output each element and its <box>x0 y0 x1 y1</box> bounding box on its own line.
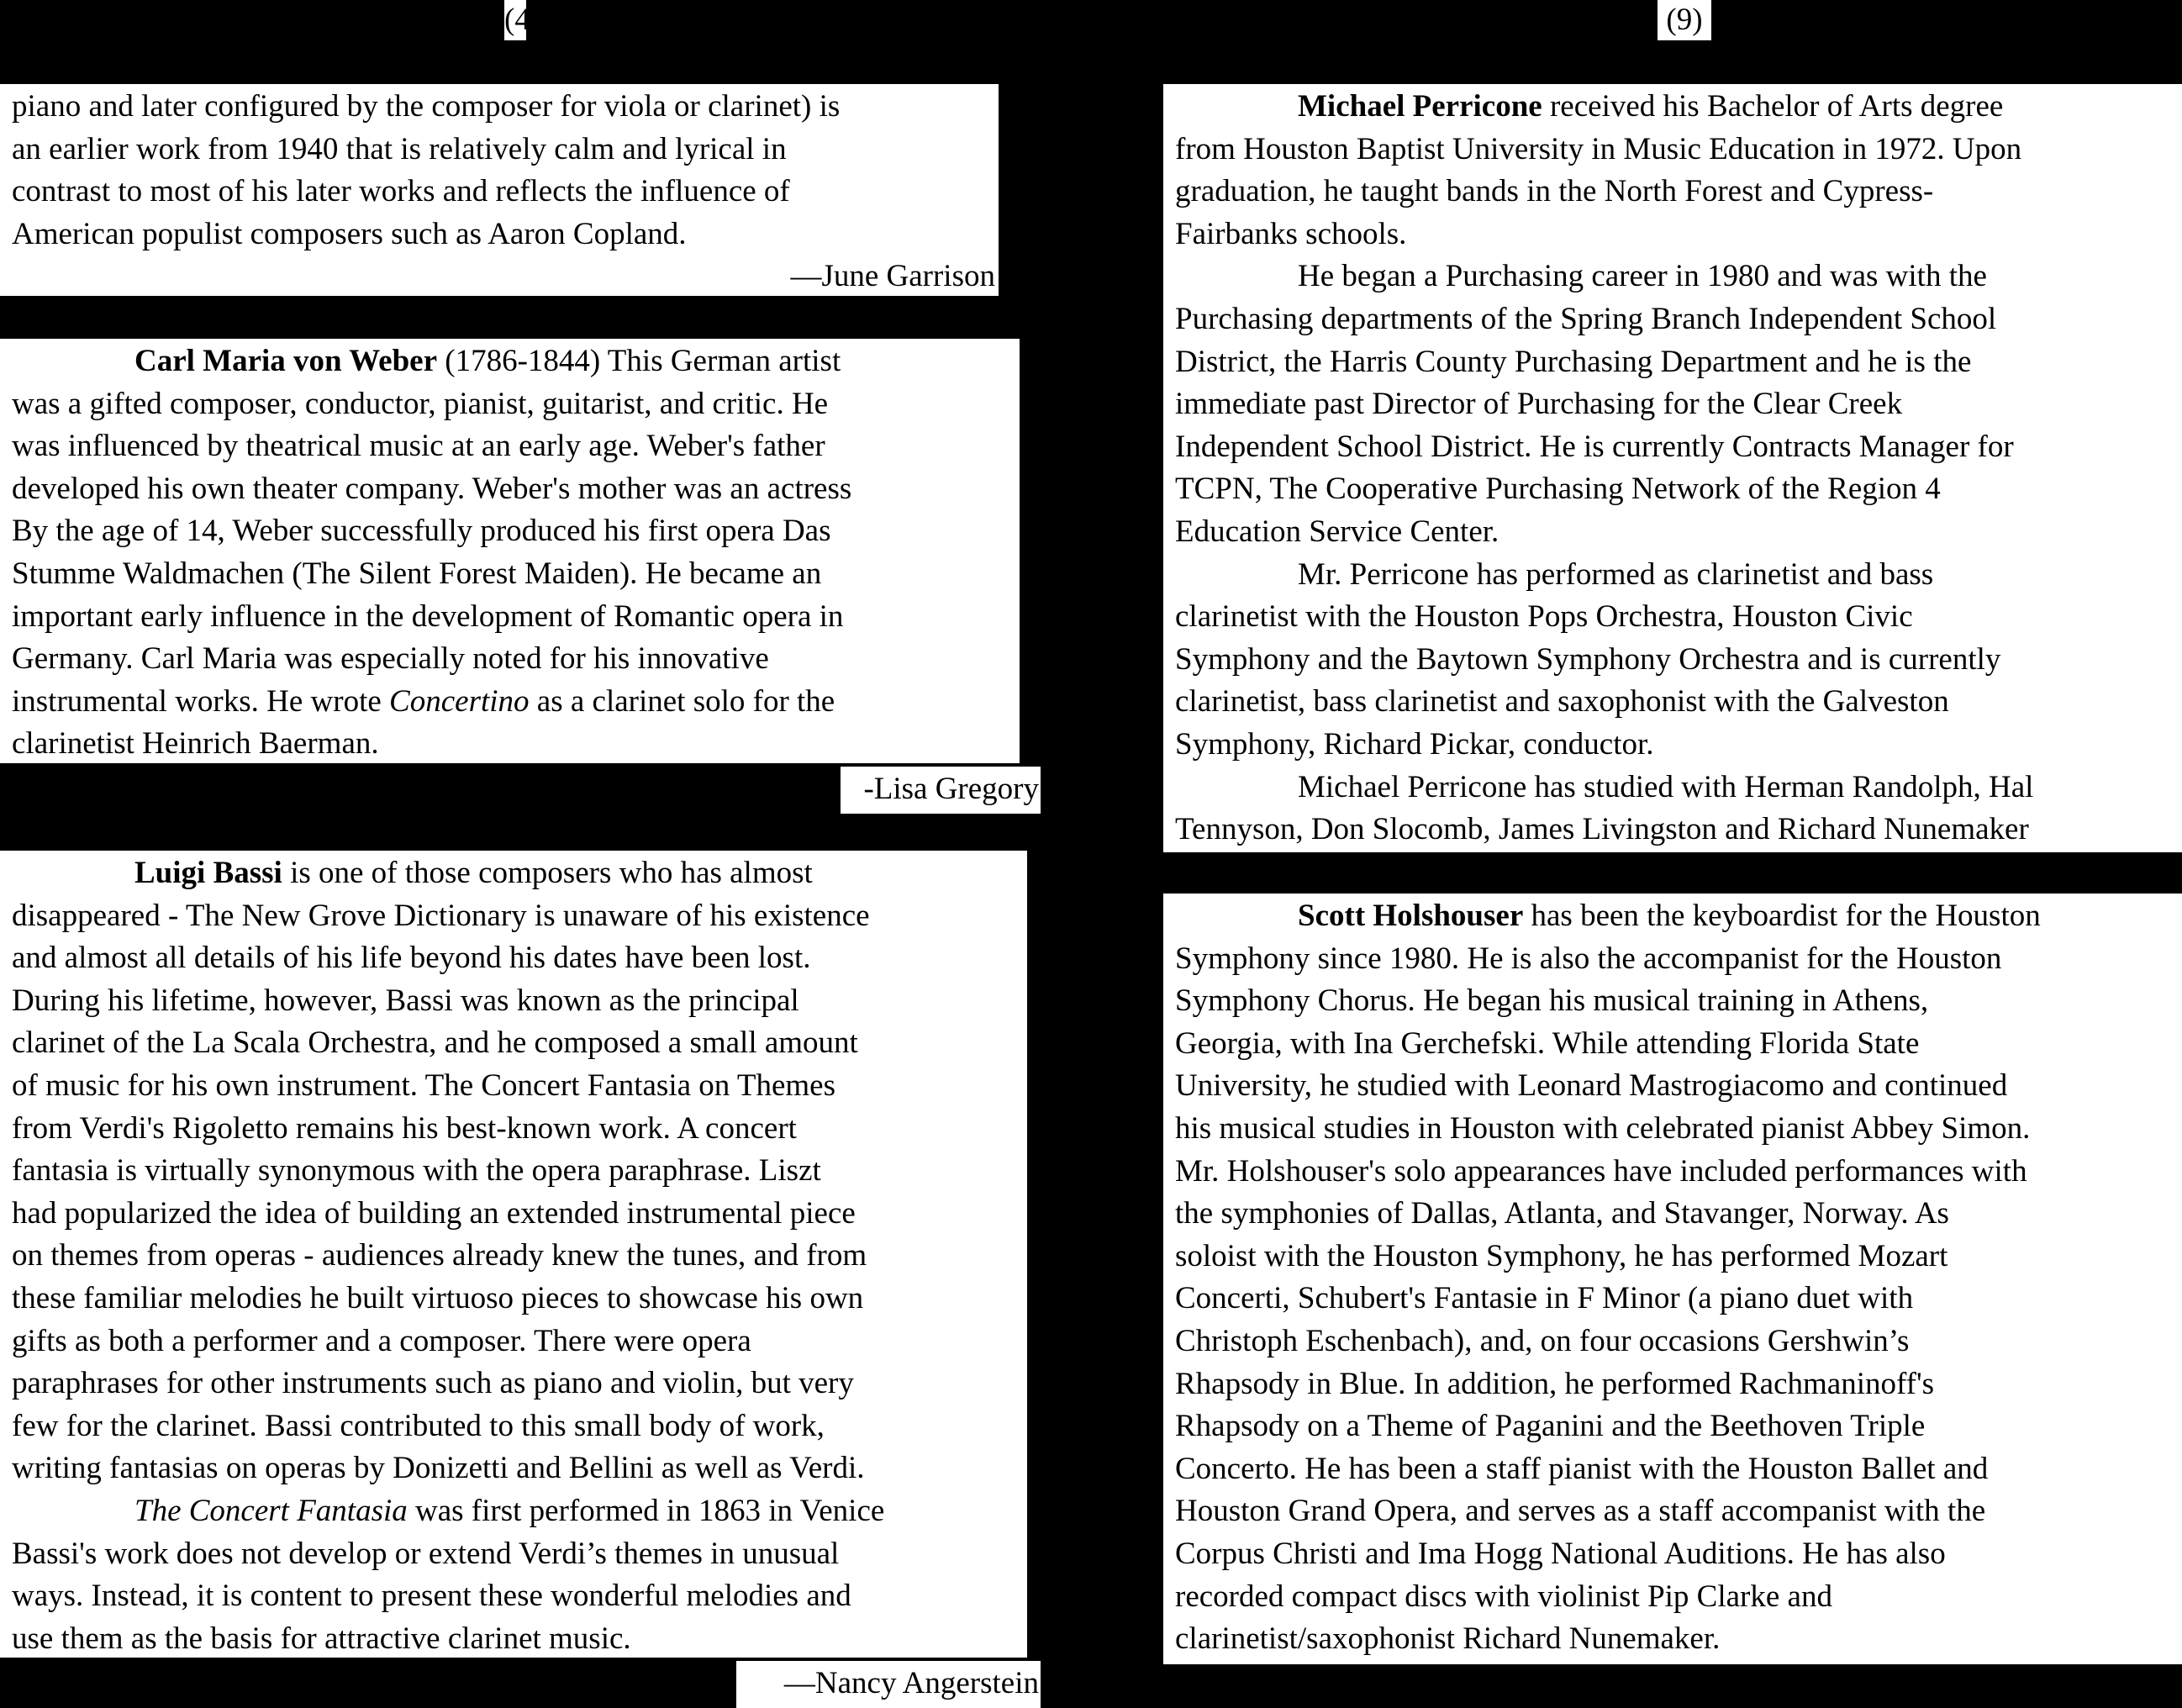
text-line <box>12 340 1020 383</box>
text-line: fantasia is virtually synonymous with the opera paraphrase. Liszt <box>12 1153 821 1189</box>
text-line: his musical studies in Houston with celebrated pianist Abbey Simon. <box>1175 1110 2031 1146</box>
text-line: clarinet of the La Scala Orchestra, and he composed a small amount <box>12 1025 858 1061</box>
text-line <box>1175 86 2182 129</box>
text-line: TCPN, The Cooperative Purchasing Network of the Region 4 <box>1175 472 1941 507</box>
text-line: from Houston Baptist University in Music Education in 1972. Upon <box>1175 131 2022 166</box>
text-fragment: has been the keyboardist for the Houston <box>1523 899 2041 933</box>
text-line: ways. Instead, it is content to present these wonderful melodies and <box>12 1579 851 1614</box>
text-line: Tennyson, Don Slocomb, James Livingston and Richard Nunemaker <box>1175 812 2029 847</box>
text-line: writing fantasias on operas by Donizetti and Bellini as well as Verdi. <box>12 1451 865 1486</box>
text-line: Corpus Christi and Ima Hogg National Auditions. He has also <box>1175 1536 1946 1571</box>
text-line: Rhapsody on a Theme of Paganini and the Beethoven Triple <box>1175 1409 1926 1444</box>
text-line: Bassi's work does not develop or extend Verdi’s themes in unusual <box>12 1536 840 1571</box>
text-line: Symphony, Richard Pickar, conductor. <box>1175 726 1654 762</box>
text-line: Symphony since 1980. He is also the accompanist for the Houston <box>1175 941 2002 976</box>
text-line: Symphony and the Baytown Symphony Orchestra and is currently <box>1175 641 2001 677</box>
text-fragment: as a clarinet solo for the <box>529 683 835 719</box>
text-line: disappeared - The New Grove Dictionary is unaware of his existence <box>12 898 870 933</box>
text-line: these familiar melodies he built virtuoso pieces to showcase his own <box>12 1280 864 1315</box>
text-line: was a gifted composer, conductor, pianist, guitarist, and critic. He <box>12 386 829 421</box>
text-line: an earlier work from 1940 that is relatively calm and lyrical in <box>12 131 787 166</box>
text-line: Stumme Waldmachen (The Silent Forest Maiden). He became an <box>12 556 822 591</box>
page-number-right: (9) <box>1658 0 1711 40</box>
text-line: piano and later configured by the composer for viola or clarinet) is <box>12 89 841 124</box>
text-line: Independent School District. He is currently Contracts Manager for <box>1175 429 2014 464</box>
text-line <box>12 681 1020 724</box>
text-line: graduation, he taught bands in the North Forest and Cypress- <box>1175 174 1934 209</box>
text-fragment: instrumental works. He wrote <box>12 683 390 719</box>
text-line: clarinetist Heinrich Baerman. <box>12 726 379 762</box>
text-line: Germany. Carl Maria was especially noted for his innovative <box>12 641 769 677</box>
text-line: gifts as both a performer and a composer. There were opera <box>12 1323 751 1358</box>
text-fragment: (1786-1844) This German artist <box>437 344 841 378</box>
text-line: use them as the basis for attractive clarinet music. <box>12 1621 631 1656</box>
text-line <box>1175 895 2182 938</box>
text-line: soloist with the Houston Symphony, he has performed Mozart <box>1175 1238 1948 1273</box>
text-line: from Verdi's Rigoletto remains his best-known work. A concert <box>12 1110 797 1146</box>
weber-paragraph <box>0 339 1020 763</box>
text-line: Concerti, Schubert's Fantasie in F Minor (a piano duet with <box>1175 1281 1914 1316</box>
composer-name-weber: Carl Maria von Weber <box>134 344 438 378</box>
text-line: Concerto. He has been a staff pianist with the Houston Ballet and <box>1175 1451 1989 1486</box>
text-line: immediate past Director of Purchasing for the Clear Creek <box>1175 387 1903 422</box>
text-line: of music for his own instrument. The Concert Fantasia on Themes <box>12 1068 835 1103</box>
signature-nancy-angerstein: —Nancy Angerstein <box>736 1661 1041 1708</box>
text-line: Education Service Center. <box>1175 514 1499 549</box>
text-line: American populist composers such as Aaron Copland. <box>12 216 687 251</box>
signature-june-garrison: —June Garrison <box>790 259 995 294</box>
text-line: few for the clarinet. Bassi contributed to this small body of work, <box>12 1408 825 1443</box>
text-line: Mr. Holshouser's solo appearances have included performances with <box>1175 1153 2027 1189</box>
text-line: University, he studied with Leonard Mastrogiacomo and continued <box>1175 1068 2008 1104</box>
text-fragment: is one of those composers who has almost <box>282 856 813 890</box>
text-line: had popularized the idea of building an extended instrumental piece <box>12 1195 856 1231</box>
text-line: was influenced by theatrical music at an early age. Weber's father <box>12 429 825 464</box>
text-line: Rhapsody in Blue. In addition, he performed Rachmaninoff's <box>1175 1366 1935 1401</box>
text-line: on themes from operas - audiences already knew the tunes, and from <box>12 1238 867 1273</box>
text-line: clarinetist/saxophonist Richard Nunemaker. <box>1175 1621 1721 1657</box>
text-line: recorded compact discs with violinist Pip Clarke and <box>1175 1579 1832 1614</box>
text-line: and almost all details of his life beyond his dates have been lost. <box>12 941 811 976</box>
page-number-left: (4 <box>504 0 526 40</box>
work-title-concert-fantasia: The Concert Fantasia <box>134 1493 408 1528</box>
perricone-paragraph <box>1163 84 2182 852</box>
bassi-paragraph <box>0 851 1027 1658</box>
text-line: developed his own theater company. Weber's mother was an actress <box>12 471 852 506</box>
text-line: contrast to most of his later works and reflects the influence of <box>12 174 790 209</box>
text-line: the symphonies of Dallas, Atlanta, and Stavanger, Norway. As <box>1175 1196 1949 1231</box>
text-line: Symphony Chorus. He began his musical training in Athens, <box>1175 983 1929 1019</box>
composer-name-bassi: Luigi Bassi <box>134 856 282 890</box>
text-line: Fairbanks schools. <box>1175 216 1407 251</box>
text-fragment: was first performed in 1863 in Venice <box>407 1493 885 1528</box>
text-line: He began a Purchasing career in 1980 and was with the <box>1298 259 1987 294</box>
performer-name-perricone: Michael Perricone <box>1298 89 1542 124</box>
text-line: Georgia, with Ina Gerchefski. While attending Florida State <box>1175 1025 1920 1061</box>
text-line: Houston Grand Opera, and serves as a staff accompanist with the <box>1175 1494 1986 1529</box>
text-line: Michael Perricone has studied with Herman Randolph, Hal <box>1298 769 2034 804</box>
text-line: clarinetist with the Houston Pops Orchestra, Houston Civic <box>1175 599 1913 635</box>
text-line: Purchasing departments of the Spring Branch Independent School <box>1175 301 1997 336</box>
text-line: District, the Harris County Purchasing Department and he is the <box>1175 344 1972 379</box>
text-line: clarinetist, bass clarinetist and saxophonist with the Galveston <box>1175 684 1949 720</box>
text-line: paraphrases for other instruments such as piano and violin, but very <box>12 1366 854 1401</box>
holshouser-paragraph <box>1163 894 2182 1664</box>
text-line: Christoph Eschenbach), and, on four occasions Gershwin’s <box>1175 1323 1910 1358</box>
text-line: During his lifetime, however, Bassi was known as the principal <box>12 983 799 1018</box>
garrison-paragraph <box>0 84 999 296</box>
text-line: Mr. Perricone has performed as clarinetist and bass <box>1298 556 1934 592</box>
signature-lisa-gregory: -Lisa Gregory <box>841 767 1041 814</box>
work-title-concertino: Concertino <box>389 683 530 719</box>
text-line: important early influence in the development of Romantic opera in <box>12 598 844 634</box>
text-line: By the age of 14, Weber successfully produced his first opera Das <box>12 514 831 549</box>
text-fragment: received his Bachelor of Arts degree <box>1542 89 2004 124</box>
performer-name-holshouser: Scott Holshouser <box>1298 899 1524 933</box>
text-line <box>12 1490 1027 1533</box>
text-line <box>12 852 1027 895</box>
